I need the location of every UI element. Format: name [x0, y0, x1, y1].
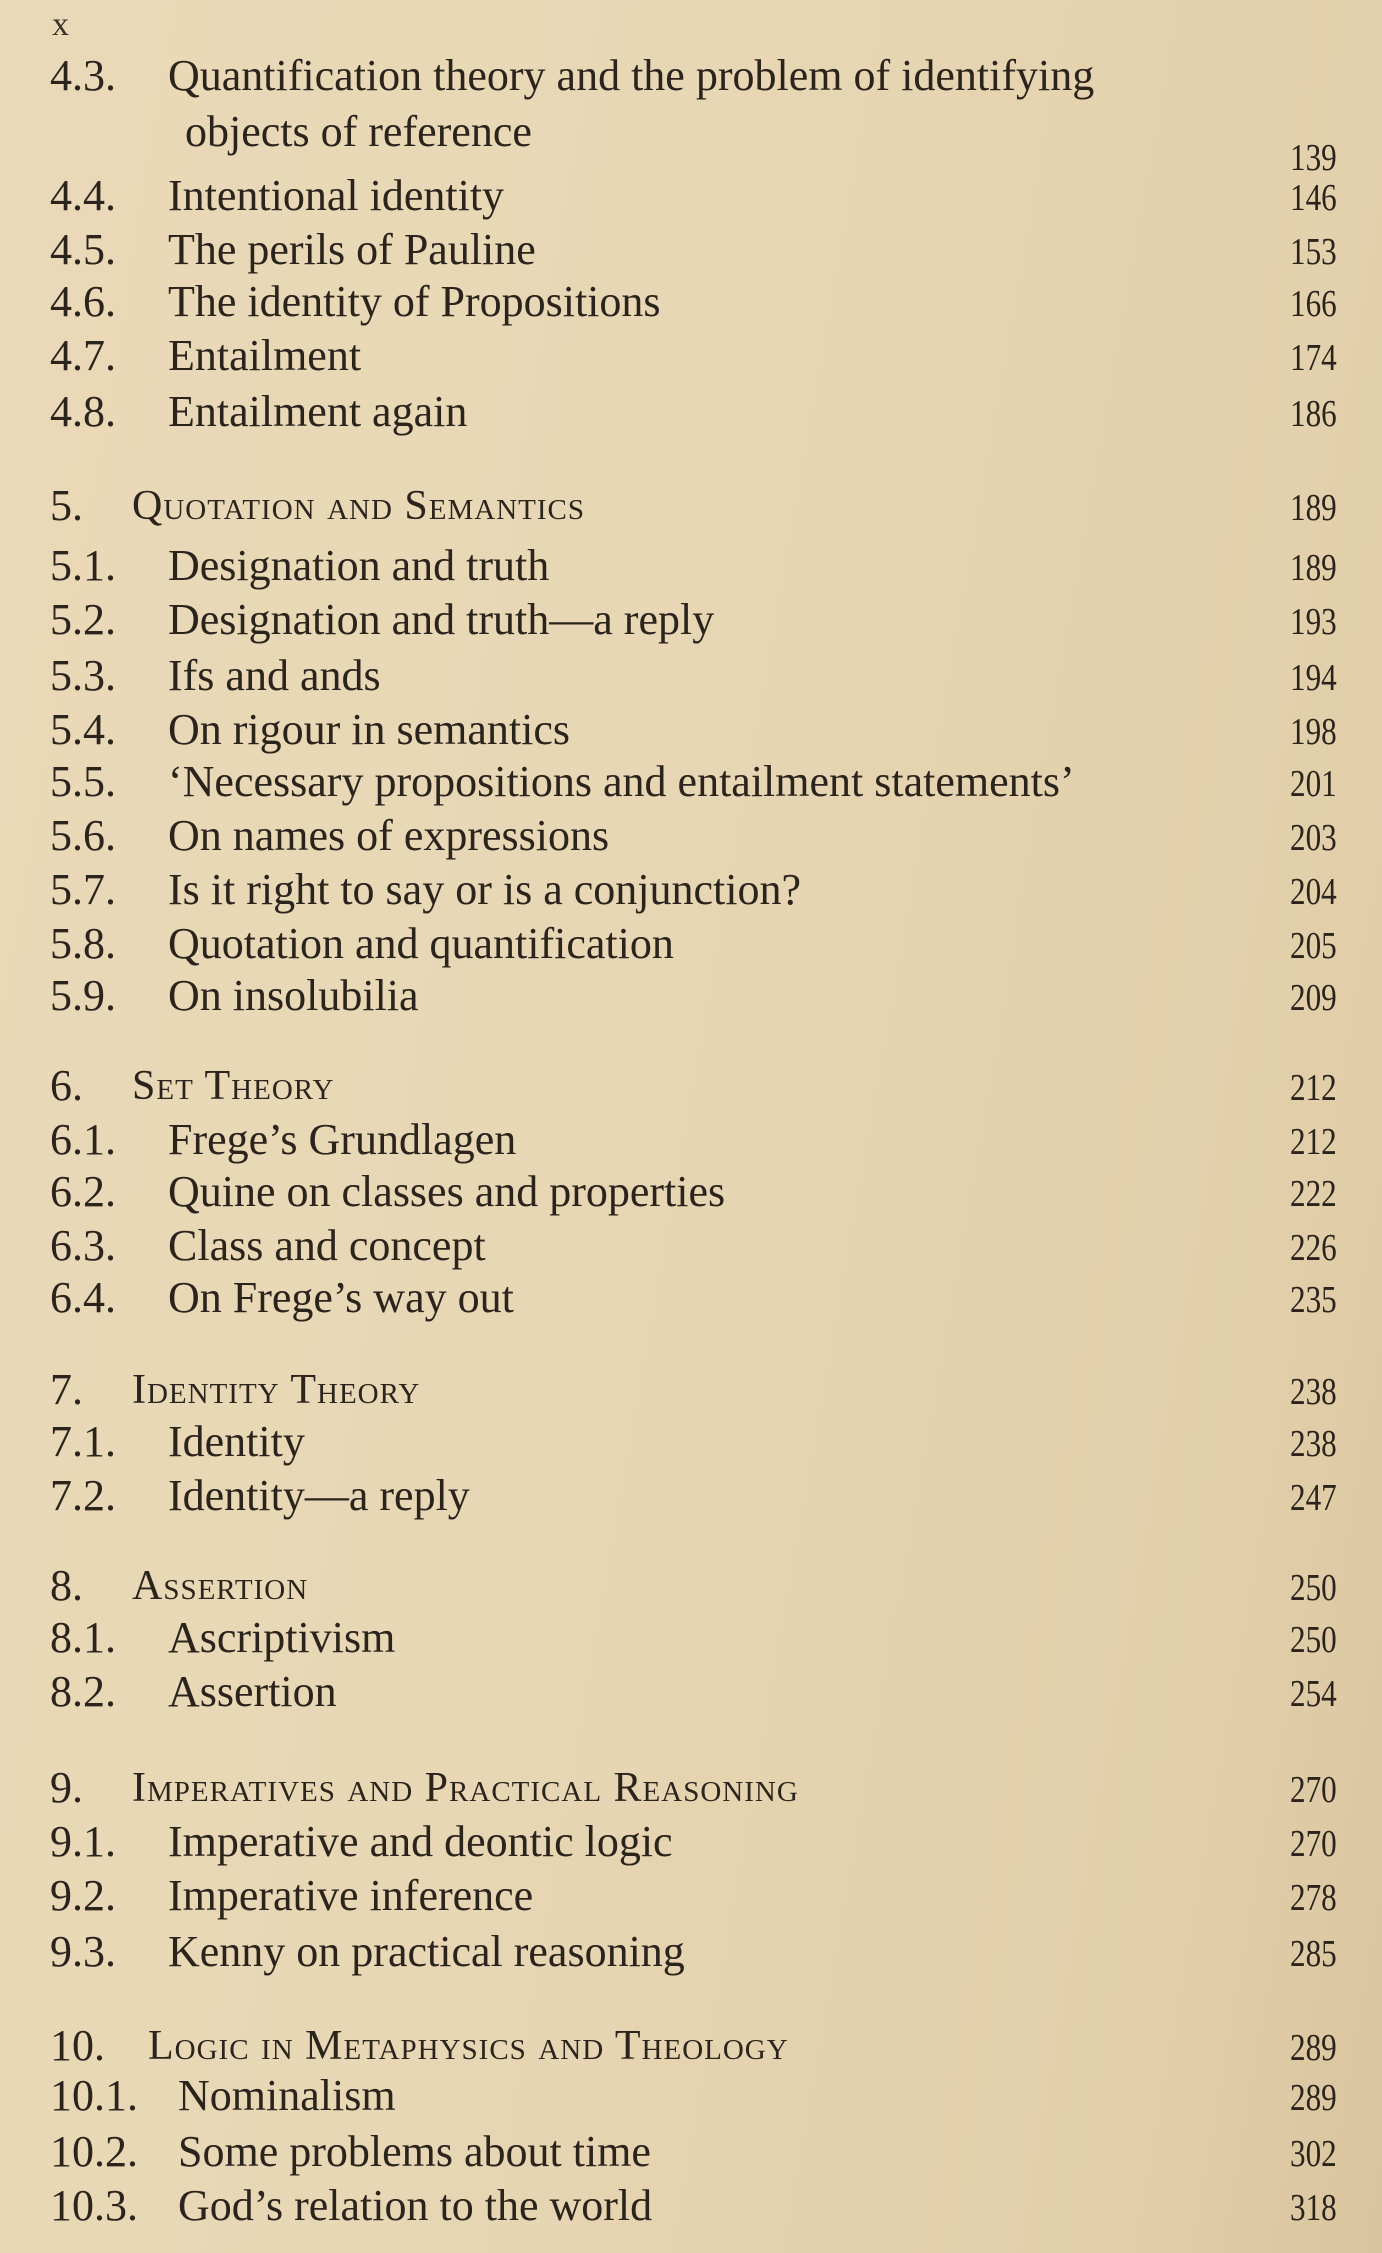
page-number: 289	[1290, 2027, 1337, 2069]
toc-entry	[0, 648, 1382, 708]
section-number: 6.2.	[50, 1167, 116, 1216]
section-number: 4.6.	[50, 277, 116, 326]
toc-entry	[0, 274, 1382, 334]
chapter-number: 9.	[50, 1763, 83, 1812]
section-number: 4.7.	[50, 331, 116, 380]
page-number: 146	[1290, 177, 1337, 219]
page-number: 254	[1290, 1673, 1337, 1715]
toc-entry	[0, 48, 1382, 108]
section-title: The perils of Pauline	[168, 225, 536, 274]
page-number: 238	[1290, 1371, 1337, 1413]
section-title: Entailment again	[168, 387, 468, 436]
chapter-title: Set Theory	[132, 1063, 335, 1109]
section-title: Imperative and deontic logic	[168, 1817, 673, 1866]
page-number: 238	[1290, 1423, 1337, 1465]
page-number: 209	[1290, 977, 1337, 1019]
toc-entry	[0, 1664, 1382, 1724]
toc-entry	[0, 328, 1382, 388]
section-title: Identity	[168, 1417, 305, 1466]
section-number: 4.5.	[50, 225, 116, 274]
toc-entry	[0, 1924, 1382, 1984]
section-number: 4.8.	[50, 387, 116, 436]
section-title: Intentional identity	[168, 171, 505, 220]
section-title: Frege’s Grundlagen	[168, 1115, 517, 1164]
page-number: 289	[1290, 2077, 1337, 2119]
folio-number: x	[52, 6, 69, 43]
chapter-number: 8.	[50, 1561, 83, 1610]
page-number: 186	[1290, 393, 1337, 435]
chapter-title: Identity Theory	[132, 1367, 421, 1413]
page-number: 302	[1290, 2133, 1337, 2175]
page-number: 270	[1290, 1769, 1337, 1811]
section-title: Class and concept	[168, 1221, 486, 1270]
section-number: 10.3.	[50, 2181, 138, 2230]
toc-chapter	[0, 478, 1382, 538]
page-number: 278	[1290, 1877, 1337, 1919]
section-title: Assertion	[168, 1667, 337, 1716]
section-number: 4.3.	[50, 51, 116, 100]
toc-chapter	[0, 1362, 1382, 1422]
section-title: Designation and truth—a reply	[168, 595, 715, 644]
page-number: 250	[1290, 1619, 1337, 1661]
section-title: Imperative inference	[168, 1871, 534, 1920]
toc-entry	[0, 1814, 1382, 1874]
chapter-title: Quotation and Semantics	[132, 483, 586, 529]
section-number: 5.3.	[50, 651, 116, 700]
section-title: ‘Necessary propositions and entailment statements’	[168, 757, 1075, 806]
section-title: Identity—a reply	[168, 1471, 470, 1520]
section-number: 5.9.	[50, 971, 116, 1020]
section-title: Ifs and ands	[168, 651, 381, 700]
chapter-number: 5.	[50, 481, 83, 530]
section-number: 6.3.	[50, 1221, 116, 1270]
section-title: Is it right to say or is a conjunction?	[168, 865, 801, 914]
section-number: 4.4.	[50, 171, 116, 220]
page-number: 198	[1290, 711, 1337, 753]
chapter-number: 10.	[50, 2021, 105, 2070]
section-number: 5.4.	[50, 705, 116, 754]
section-title: Quantification theory and the problem of identifying	[168, 51, 1095, 100]
page-number: 212	[1290, 1121, 1337, 1163]
section-number: 9.2.	[50, 1871, 116, 1920]
chapter-title: Logic in Metaphysics and Theology	[148, 2023, 789, 2069]
section-title: Some problems about time	[178, 2127, 651, 2176]
toc-entry	[0, 1112, 1382, 1172]
page-number: 318	[1290, 2187, 1337, 2229]
toc-entry	[0, 222, 1382, 282]
toc-entry	[0, 808, 1382, 868]
page-number: 212	[1290, 1067, 1337, 1109]
section-number: 9.1.	[50, 1817, 116, 1866]
toc-entry	[0, 1868, 1382, 1928]
toc-entry	[0, 1414, 1382, 1474]
page-number: 189	[1290, 487, 1337, 529]
section-number: 5.5.	[50, 757, 116, 806]
chapter-title: Imperatives and Practical Reasoning	[132, 1765, 799, 1811]
page-number: 189	[1290, 547, 1337, 589]
page-number: 153	[1290, 231, 1337, 273]
section-number: 5.2.	[50, 595, 116, 644]
section-title: On rigour in semantics	[168, 705, 571, 754]
toc-entry	[0, 2178, 1382, 2238]
toc-entry	[0, 1468, 1382, 1528]
section-title: Quotation and quantification	[168, 919, 674, 968]
chapter-title: Assertion	[132, 1563, 309, 1609]
page-number: 204	[1290, 871, 1337, 913]
toc-chapter	[0, 1558, 1382, 1618]
toc-entry	[0, 968, 1382, 1028]
section-title: On Frege’s way out	[168, 1273, 514, 1322]
page-number: 205	[1290, 925, 1337, 967]
section-number: 5.1.	[50, 541, 116, 590]
section-number: 6.4.	[50, 1273, 116, 1322]
section-number: 6.1.	[50, 1115, 116, 1164]
page-number: 250	[1290, 1567, 1337, 1609]
section-title: On insolubilia	[168, 971, 419, 1020]
chapter-number: 6.	[50, 1061, 83, 1110]
section-title: Entailment	[168, 331, 362, 380]
section-title: Kenny on practical reasoning	[168, 1927, 685, 1976]
page-number: 270	[1290, 1823, 1337, 1865]
section-number: 10.1.	[50, 2071, 138, 2120]
section-title: Ascriptivism	[168, 1613, 396, 1662]
page-number: 201	[1290, 763, 1337, 805]
page-number: 203	[1290, 817, 1337, 859]
page-number: 166	[1290, 283, 1337, 325]
toc-entry	[0, 538, 1382, 598]
section-number: 5.7.	[50, 865, 116, 914]
section-number: 7.1.	[50, 1417, 116, 1466]
toc-entry	[0, 1270, 1382, 1330]
toc-entry	[0, 702, 1382, 762]
page-number: 285	[1290, 1933, 1337, 1975]
section-title: The identity of Propositions	[168, 277, 661, 326]
toc-entry	[0, 592, 1382, 652]
page-number: 247	[1290, 1477, 1337, 1519]
section-number: 8.1.	[50, 1613, 116, 1662]
section-number: 8.2.	[50, 1667, 116, 1716]
section-number: 10.2.	[50, 2127, 138, 2176]
toc-entry	[0, 1164, 1382, 1224]
toc-entry	[0, 168, 1382, 228]
page-number: 222	[1290, 1173, 1337, 1215]
page-number: 194	[1290, 657, 1337, 699]
toc-entry	[0, 2068, 1382, 2128]
page-number: 235	[1290, 1279, 1337, 1321]
toc-entry	[0, 1610, 1382, 1670]
toc-entry	[0, 1218, 1382, 1278]
toc-entry	[0, 862, 1382, 922]
section-title: Quine on classes and properties	[168, 1167, 726, 1216]
page-number: 174	[1290, 337, 1337, 379]
section-number: 9.3.	[50, 1927, 116, 1976]
page-number: 226	[1290, 1227, 1337, 1269]
chapter-number: 7.	[50, 1365, 83, 1414]
toc-entry	[0, 754, 1382, 814]
section-title: God’s relation to the world	[178, 2181, 653, 2230]
toc-chapter	[0, 1760, 1382, 1820]
section-title-continuation: objects of reference	[185, 107, 532, 156]
toc-entry	[0, 2124, 1382, 2184]
toc-chapter	[0, 1058, 1382, 1118]
section-number: 5.8.	[50, 919, 116, 968]
page-number: 193	[1290, 601, 1337, 643]
section-title: Nominalism	[178, 2071, 396, 2120]
page-number: 139	[1290, 137, 1337, 179]
section-title: On names of expressions	[168, 811, 610, 860]
toc-entry	[0, 916, 1382, 976]
section-title: Designation and truth	[168, 541, 550, 590]
toc-entry	[0, 384, 1382, 444]
section-number: 5.6.	[50, 811, 116, 860]
section-number: 7.2.	[50, 1471, 116, 1520]
